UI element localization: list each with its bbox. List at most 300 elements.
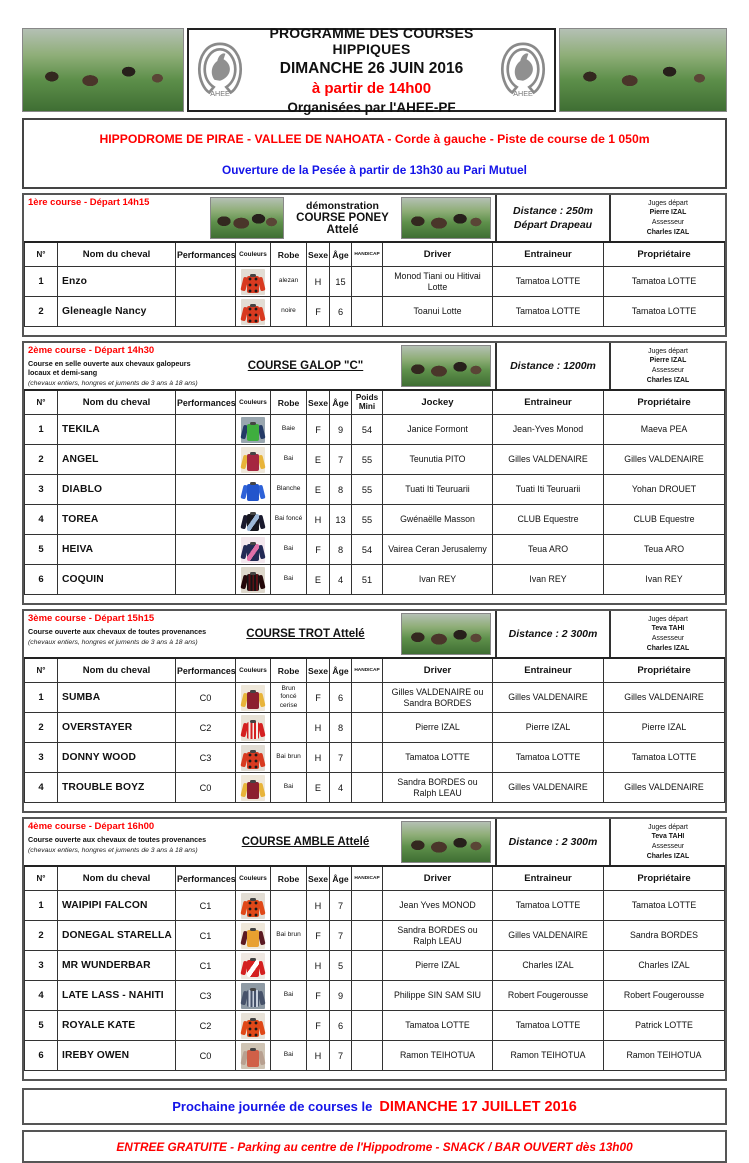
age-cell: 6 [330, 1011, 352, 1041]
col-performances-header: Performances [176, 658, 236, 683]
horses-table [24, 241, 725, 327]
horse-row [25, 445, 725, 475]
course-description: Course ouverte aux chevaux de toutes provenances [28, 627, 207, 636]
jersey-colors-icon [241, 745, 265, 771]
course-distance: Distance : 2 300m [508, 835, 598, 848]
coat-cell [271, 891, 307, 921]
course-eligibility: (chevaux entiers, hongres et juments de 3 ans à 18 ans) [28, 639, 198, 646]
age-cell: 4 [330, 773, 352, 803]
performances-cell: C1 [176, 891, 236, 921]
coat-cell: Blanche [271, 475, 307, 505]
col-number-header: N° [25, 390, 58, 415]
driver-cell: Vairea Ceran Jerusalemy [383, 535, 493, 565]
title-box [187, 25, 556, 115]
horse-name-cell: Enzo [58, 267, 176, 297]
jersey-colors-icon [241, 685, 265, 711]
col-colors-header: Couleurs [236, 658, 271, 683]
coat-cell: Bai [271, 565, 307, 595]
horse-row [25, 267, 725, 297]
age-cell: 4 [330, 565, 352, 595]
horse-name-cell: DIABLO [58, 475, 176, 505]
course-distance-cell [495, 611, 611, 657]
gallop-race-photo [559, 28, 727, 112]
course-start-type: Départ Drapeau [513, 219, 593, 231]
course-distance: Distance : 250m [513, 204, 593, 217]
handicap-cell [352, 297, 383, 327]
course-title-block [284, 195, 401, 241]
horse-row [25, 475, 725, 505]
horse-number-cell: 3 [25, 951, 58, 981]
driver-cell: Monod Tiani ou Hitivai Lotte [383, 267, 493, 297]
horse-row [25, 891, 725, 921]
age-cell: 7 [330, 743, 352, 773]
course-title-block [210, 343, 401, 389]
sex-cell: F [307, 1011, 330, 1041]
performances-cell: C0 [176, 1041, 236, 1071]
coat-cell: Baie [271, 415, 307, 445]
program-date: DIMANCHE 26 JUIN 2016 [279, 60, 464, 77]
course-subtitle: démonstration [306, 200, 379, 212]
judges-name: Teva TAHI [651, 833, 685, 841]
course-header-bar [24, 611, 725, 657]
col-owner-header: Propriétaire [604, 390, 725, 415]
col-coat-header: Robe [271, 658, 307, 683]
col-number-header: N° [25, 866, 58, 891]
horse-row [25, 505, 725, 535]
sex-cell: H [307, 951, 330, 981]
driver-cell: Ivan REY [383, 565, 493, 595]
trainer-cell: Teua ARO [493, 535, 604, 565]
driver-cell: Gilles VALDENAIRE ou Sandra BORDES [383, 683, 493, 713]
horse-row [25, 713, 725, 743]
handicap-cell [352, 713, 383, 743]
assessor-name: Charles IZAL [646, 852, 690, 860]
owner-cell: Tamatoa LOTTE [604, 297, 725, 327]
colors-cell [236, 475, 271, 505]
horse-number-cell: 2 [25, 297, 58, 327]
judges-name: Pierre IZAL [649, 209, 687, 217]
colors-cell [236, 1011, 271, 1041]
trainer-cell: Charles IZAL [493, 951, 604, 981]
jersey-colors-icon [241, 893, 265, 919]
colors-cell [236, 267, 271, 297]
owner-cell: Ivan REY [604, 565, 725, 595]
sex-cell: H [307, 743, 330, 773]
course-section [22, 341, 727, 605]
assessor-role: Assesseur [651, 219, 685, 226]
age-cell: 15 [330, 267, 352, 297]
col-horse-name-header: Nom du cheval [58, 242, 176, 267]
horse-name-cell: DONNY WOOD [58, 743, 176, 773]
trainer-cell: Tamatoa LOTTE [493, 1011, 604, 1041]
col-horse-name-header: Nom du cheval [58, 866, 176, 891]
judges-role: Juges départ [648, 615, 688, 623]
driver-cell: Sandra BORDES ou Ralph LEAU [383, 921, 493, 951]
venue-info-box [22, 118, 727, 189]
horse-name-cell: LATE LASS - NAHITI [58, 981, 176, 1011]
course-description: Course en selle ouverte aux chevaux galopeurs locaux et demi-sang [28, 359, 191, 377]
assessor-name: Charles IZAL [646, 644, 690, 652]
colors-cell [236, 415, 271, 445]
horse-name-cell: ANGEL [58, 445, 176, 475]
course-label: 2ème course - Départ 14h30 [28, 345, 155, 356]
col-handicap-header: HANDICAP [352, 658, 383, 683]
horse-row [25, 297, 725, 327]
course-title: COURSE GALOP "C" [247, 360, 364, 372]
section-spacer [24, 803, 725, 811]
driver-cell: Philippe SIN SAM SIU [383, 981, 493, 1011]
horse-row [25, 743, 725, 773]
col-horse-name-header: Nom du cheval [58, 390, 176, 415]
handicap-cell: 55 [352, 445, 383, 475]
sex-cell: F [307, 297, 330, 327]
age-cell: 6 [330, 297, 352, 327]
course-label: 1ère course - Départ 14h15 [28, 197, 150, 208]
coat-cell: Bai [271, 1041, 307, 1071]
colors-cell [236, 565, 271, 595]
horses-table [24, 657, 725, 803]
col-sex-header: Sexe [307, 866, 330, 891]
coat-cell [271, 951, 307, 981]
table-header-row [25, 658, 725, 683]
col-performances-header: Performances [176, 390, 236, 415]
judges-role: Juges départ [648, 199, 688, 207]
colors-cell [236, 981, 271, 1011]
col-owner-header: Propriétaire [604, 242, 725, 267]
sex-cell: F [307, 921, 330, 951]
owner-cell: Gilles VALDENAIRE [604, 683, 725, 713]
horse-number-cell: 6 [25, 1041, 58, 1071]
driver-cell: Ramon TEIHOTUA [383, 1041, 493, 1071]
handicap-cell [352, 981, 383, 1011]
course-photo [210, 197, 284, 239]
col-trainer-header: Entraineur [493, 658, 604, 683]
owner-cell: Sandra BORDES [604, 921, 725, 951]
handicap-cell: 51 [352, 565, 383, 595]
owner-cell: Gilles VALDENAIRE [604, 445, 725, 475]
owner-cell: Ramon TEIHOTUA [604, 1041, 725, 1071]
col-owner-header: Propriétaire [604, 658, 725, 683]
course-distance: Distance : 2 300m [508, 627, 598, 640]
sex-cell: H [307, 505, 330, 535]
age-cell: 5 [330, 951, 352, 981]
next-race-prefix: Prochaine journée de courses le [172, 1099, 373, 1114]
harness-race-photo [22, 28, 184, 112]
owner-cell: Pierre IZAL [604, 713, 725, 743]
colors-cell [236, 297, 271, 327]
col-age-header: Âge [330, 390, 352, 415]
colors-cell [236, 713, 271, 743]
horse-row [25, 773, 725, 803]
table-header-row [25, 242, 725, 267]
sex-cell: F [307, 535, 330, 565]
trainer-cell: Tuati Iti Teuruarii [493, 475, 604, 505]
title-block [247, 25, 496, 115]
col-driver-header: Driver [383, 866, 493, 891]
jersey-colors-icon [241, 269, 265, 295]
age-cell: 7 [330, 891, 352, 921]
coat-cell: Brun foncé cerise [271, 683, 307, 713]
driver-cell: Pierre IZAL [383, 951, 493, 981]
handicap-cell [352, 683, 383, 713]
jersey-colors-icon [241, 417, 265, 443]
owner-cell: Charles IZAL [604, 951, 725, 981]
age-cell: 8 [330, 713, 352, 743]
course-eligibility: (chevaux entiers, hongres et juments de 3 ans à 18 ans) [28, 380, 198, 387]
course-judges-cell [611, 343, 725, 389]
col-age-header: Âge [330, 658, 352, 683]
course-header-left [24, 343, 210, 389]
jersey-colors-icon [241, 1043, 265, 1069]
coat-cell: Bai [271, 773, 307, 803]
horse-number-cell: 6 [25, 565, 58, 595]
course-header-left [24, 819, 210, 865]
owner-cell: Yohan DROUET [604, 475, 725, 505]
handicap-cell [352, 1011, 383, 1041]
colors-cell [236, 683, 271, 713]
age-cell: 9 [330, 981, 352, 1011]
course-distance-cell [495, 819, 611, 865]
coat-cell: alezan [271, 267, 307, 297]
free-entry-box: ENTREE GRATUITE - Parking au centre de l'Hippodrome - SNACK / BAR OUVERT dès 13h00 [22, 1130, 727, 1163]
horse-number-cell: 2 [25, 921, 58, 951]
performances-cell: C2 [176, 1011, 236, 1041]
assessor-name: Charles IZAL [646, 228, 690, 236]
horse-name-cell: TROUBLE BOYZ [58, 773, 176, 803]
age-cell: 7 [330, 1041, 352, 1071]
judges-name: Pierre IZAL [649, 357, 687, 365]
trainer-cell: Gilles VALDENAIRE [493, 921, 604, 951]
course-description: Course ouverte aux chevaux de toutes provenances [28, 835, 207, 844]
colors-cell [236, 891, 271, 921]
trainer-cell: Ivan REY [493, 565, 604, 595]
coat-cell: Bai brun [271, 921, 307, 951]
col-colors-header: Couleurs [236, 866, 271, 891]
course-label: 4ème course - Départ 16h00 [28, 821, 155, 832]
horse-row [25, 683, 725, 713]
col-number-header: N° [25, 658, 58, 683]
horse-number-cell: 2 [25, 713, 58, 743]
course-sections [22, 193, 727, 1081]
sex-cell: H [307, 891, 330, 921]
horse-name-cell: IREBY OWEN [58, 1041, 176, 1071]
col-driver-header: Jockey [383, 390, 493, 415]
driver-cell: Sandra BORDES ou Ralph LEAU [383, 773, 493, 803]
ahee-logo-left-icon [193, 39, 247, 101]
handicap-cell: 55 [352, 475, 383, 505]
sex-cell: F [307, 415, 330, 445]
page-content [22, 25, 727, 1163]
owner-cell: Tamatoa LOTTE [604, 743, 725, 773]
driver-cell: Pierre IZAL [383, 713, 493, 743]
col-trainer-header: Entraineur [493, 390, 604, 415]
sex-cell: E [307, 475, 330, 505]
trainer-cell: Jean-Yves Monod [493, 415, 604, 445]
col-owner-header: Propriétaire [604, 866, 725, 891]
trainer-cell: Gilles VALDENAIRE [493, 683, 604, 713]
horses-table [24, 865, 725, 1071]
colors-cell [236, 773, 271, 803]
age-cell: 7 [330, 921, 352, 951]
horse-number-cell: 1 [25, 267, 58, 297]
assessor-role: Assesseur [651, 367, 685, 374]
owner-cell: Patrick LOTTE [604, 1011, 725, 1041]
col-handicap-header: HANDICAP [352, 866, 383, 891]
trainer-cell: Gilles VALDENAIRE [493, 773, 604, 803]
performances-cell [176, 535, 236, 565]
jersey-colors-icon [241, 537, 265, 563]
jersey-colors-icon [241, 953, 265, 979]
col-coat-header: Robe [271, 242, 307, 267]
horse-row [25, 921, 725, 951]
horse-name-cell: OVERSTAYER [58, 713, 176, 743]
col-age-header: Âge [330, 866, 352, 891]
trainer-cell: Tamatoa LOTTE [493, 297, 604, 327]
horse-number-cell: 1 [25, 415, 58, 445]
handicap-cell [352, 891, 383, 921]
table-header-row [25, 390, 725, 415]
col-horse-name-header: Nom du cheval [58, 658, 176, 683]
colors-cell [236, 1041, 271, 1071]
performances-cell [176, 475, 236, 505]
course-title: COURSE TROT Attelé [246, 628, 365, 640]
horse-row [25, 535, 725, 565]
coat-cell [271, 713, 307, 743]
performances-cell [176, 565, 236, 595]
horse-number-cell: 5 [25, 1011, 58, 1041]
coat-cell: Bai brun [271, 743, 307, 773]
age-cell: 8 [330, 475, 352, 505]
trainer-cell: CLUB Equestre [493, 505, 604, 535]
horse-name-cell: TEKILA [58, 415, 176, 445]
sex-cell: H [307, 267, 330, 297]
sex-cell: E [307, 773, 330, 803]
course-eligibility: (chevaux entiers, hongres et juments de 3 ans à 18 ans) [28, 847, 198, 854]
judges-name: Teva TAHI [651, 625, 685, 633]
course-header-left [24, 195, 210, 241]
colors-cell [236, 921, 271, 951]
driver-cell: Jean Yves MONOD [383, 891, 493, 921]
sex-cell: F [307, 683, 330, 713]
page-header [22, 25, 727, 115]
sex-cell: H [307, 713, 330, 743]
driver-cell: Tuati Iti Teuruarii [383, 475, 493, 505]
horse-row [25, 1041, 725, 1071]
coat-cell: Bai [271, 445, 307, 475]
weighin-line: Ouverture de la Pesée à partir de 13h30 au Pari Mutuel [222, 163, 527, 177]
sex-cell: H [307, 1041, 330, 1071]
horse-name-cell: Gleneagle Nancy [58, 297, 176, 327]
col-trainer-header: Entraineur [493, 866, 604, 891]
col-sex-header: Sexe [307, 242, 330, 267]
col-driver-header: Driver [383, 242, 493, 267]
next-race-date: DIMANCHE 17 JUILLET 2016 [379, 1098, 577, 1115]
handicap-cell: 54 [352, 415, 383, 445]
jersey-colors-icon [241, 507, 265, 533]
course-title: COURSE AMBLE Attelé [241, 836, 370, 848]
col-colors-header: Couleurs [236, 390, 271, 415]
horse-number-cell: 1 [25, 683, 58, 713]
jersey-colors-icon [241, 715, 265, 741]
horse-name-cell: DONEGAL STARELLA [58, 921, 176, 951]
handicap-cell [352, 921, 383, 951]
section-spacer [24, 595, 725, 603]
horse-number-cell: 2 [25, 445, 58, 475]
course-judges-cell [611, 195, 725, 241]
horse-name-cell: HEIVA [58, 535, 176, 565]
driver-cell: Tamatoa LOTTE [383, 743, 493, 773]
col-performances-header: Performances [176, 866, 236, 891]
performances-cell: C3 [176, 981, 236, 1011]
jersey-colors-icon [241, 1013, 265, 1039]
colors-cell [236, 535, 271, 565]
colors-cell [236, 505, 271, 535]
course-judges-cell [611, 819, 725, 865]
jersey-colors-icon [241, 477, 265, 503]
driver-cell: Gwénaëlle Masson [383, 505, 493, 535]
horse-row [25, 415, 725, 445]
course-distance-cell [495, 343, 611, 389]
assessor-role: Assesseur [651, 635, 685, 642]
owner-cell: Maeva PEA [604, 415, 725, 445]
program-start-time: à partir de 14h00 [311, 80, 432, 97]
horse-number-cell: 4 [25, 773, 58, 803]
horse-row [25, 981, 725, 1011]
course-header-bar [24, 819, 725, 865]
course-photo [401, 821, 491, 863]
course-section [22, 817, 727, 1081]
performances-cell: C0 [176, 773, 236, 803]
owner-cell: CLUB Equestre [604, 505, 725, 535]
jersey-colors-icon [241, 983, 265, 1009]
performances-cell [176, 297, 236, 327]
svg-text:AHEE: AHEE [210, 89, 230, 99]
next-race-box [22, 1088, 727, 1125]
performances-cell: C1 [176, 951, 236, 981]
course-section [22, 609, 727, 813]
age-cell: 13 [330, 505, 352, 535]
owner-cell: Gilles VALDENAIRE [604, 773, 725, 803]
col-number-header: N° [25, 242, 58, 267]
coat-cell: Bai [271, 535, 307, 565]
jersey-colors-icon [241, 775, 265, 801]
age-cell: 8 [330, 535, 352, 565]
horse-number-cell: 4 [25, 505, 58, 535]
performances-cell: C0 [176, 683, 236, 713]
col-colors-header: Couleurs [236, 242, 271, 267]
sex-cell: E [307, 445, 330, 475]
handicap-cell: 54 [352, 535, 383, 565]
driver-cell: Teunutia PITO [383, 445, 493, 475]
jersey-colors-icon [241, 567, 265, 593]
jersey-colors-icon [241, 923, 265, 949]
venue-line: HIPPODROME DE PIRAE - VALLEE DE NAHOATA - Corde à gauche - Piste de course de 1 050m [99, 132, 650, 146]
course-header-left [24, 611, 210, 657]
course-title: COURSE PONEY Attelé [296, 212, 389, 236]
horse-name-cell: SUMBA [58, 683, 176, 713]
col-driver-header: Driver [383, 658, 493, 683]
performances-cell [176, 415, 236, 445]
colors-cell [236, 951, 271, 981]
handicap-cell [352, 1041, 383, 1071]
handicap-cell [352, 951, 383, 981]
course-photo [401, 613, 491, 655]
horse-name-cell: WAIPIPI FALCON [58, 891, 176, 921]
driver-cell: Janice Formont [383, 415, 493, 445]
assessor-name: Charles IZAL [646, 376, 690, 384]
program-organizer: Organisées par l'AHEE-PF [287, 100, 456, 115]
age-cell: 9 [330, 415, 352, 445]
